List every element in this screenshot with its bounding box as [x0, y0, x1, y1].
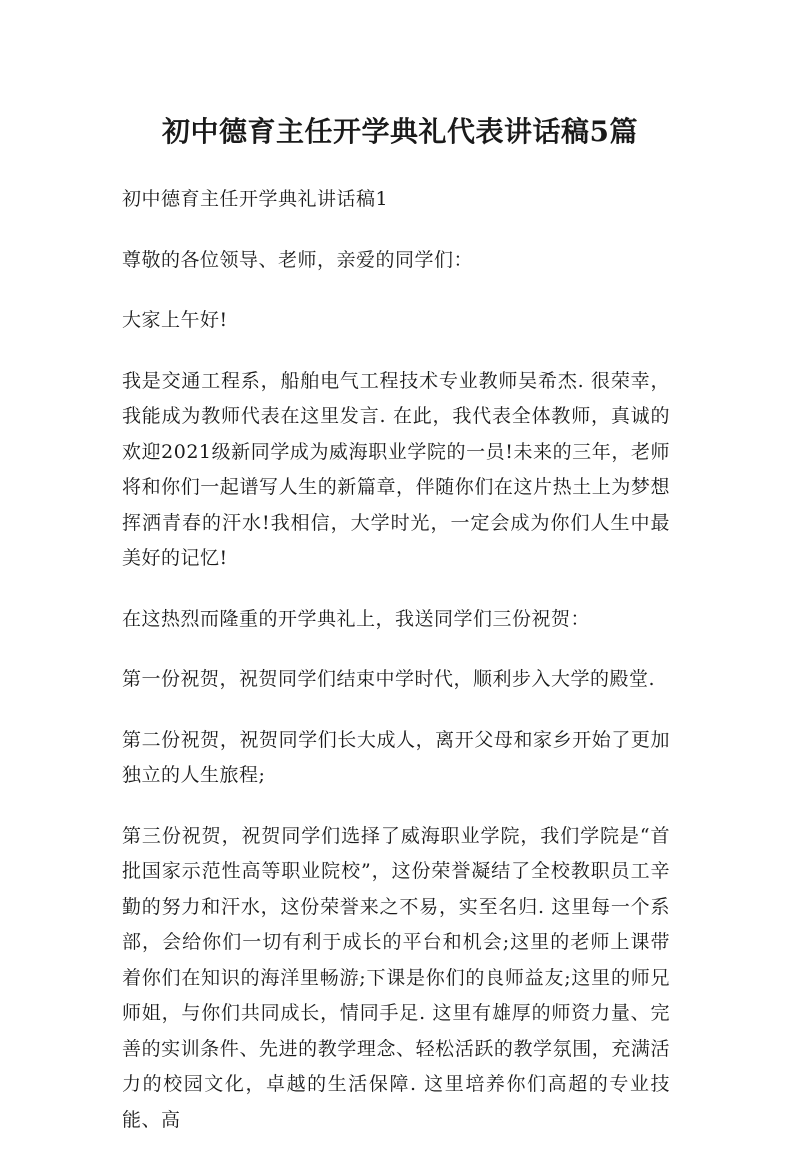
body-paragraph: 在这热烈而隆重的开学典礼上，我送同学们三份祝贺： [122, 607, 591, 630]
document-title: 初中德育主任开学典礼代表讲话稿5篇 [162, 115, 638, 148]
greeting: 大家上午好! [122, 309, 228, 331]
body-paragraph: 第三份祝贺，祝贺同学们选择了威海职业学院，我们学院是“首批国家示范性高等职业院校”，这份荣誉凝结了全校教职员工辛勤的努力和汗水，这份荣誉来之不易，实至名归. 这里每一个系部，会给你们一切有利于成长的平台和机会;这里的老师上课带着你们在知识的海洋里畅游;下课是你们的良师益友;这里的师兄师姐，与你们共同成长，情同手足. 这里有雄厚的师资力量、完善的实训条件、先进的教学理念、轻松活跃的教学氛围，充满活力的校园文化，卓越的生活保障. 这里培养你们高超的专业技能、高 [122, 824, 670, 1131]
document-body [122, 182, 670, 1163]
body-paragraph: 第一份祝贺，祝贺同学们结束中学时代，顺利步入大学的殿堂. [122, 668, 656, 690]
section-heading: 初中德育主任开学典礼讲话稿1 [122, 188, 389, 210]
salutation: 尊敬的各位领导、老师，亲爱的同学们： [122, 248, 474, 271]
body-paragraph: 第二份祝贺，祝贺同学们长大成人，离开父母和家乡开始了更加独立的人生旅程; [122, 728, 670, 786]
body-paragraph: 我是交通工程系，船舶电气工程技术专业教师吴希杰. 很荣幸，我能成为教师代表在这里发言. 在此，我代表全体教师，真诚的欢迎2021级新同学成为威海职业学院的一员!未来的三年，老师将和你们一起谱写人生的新篇章，伴随你们在这片热土上为梦想挥洒青春的汗水!我相信，大学时光，一定会成为你们人生中最美好的记忆! [122, 369, 670, 569]
